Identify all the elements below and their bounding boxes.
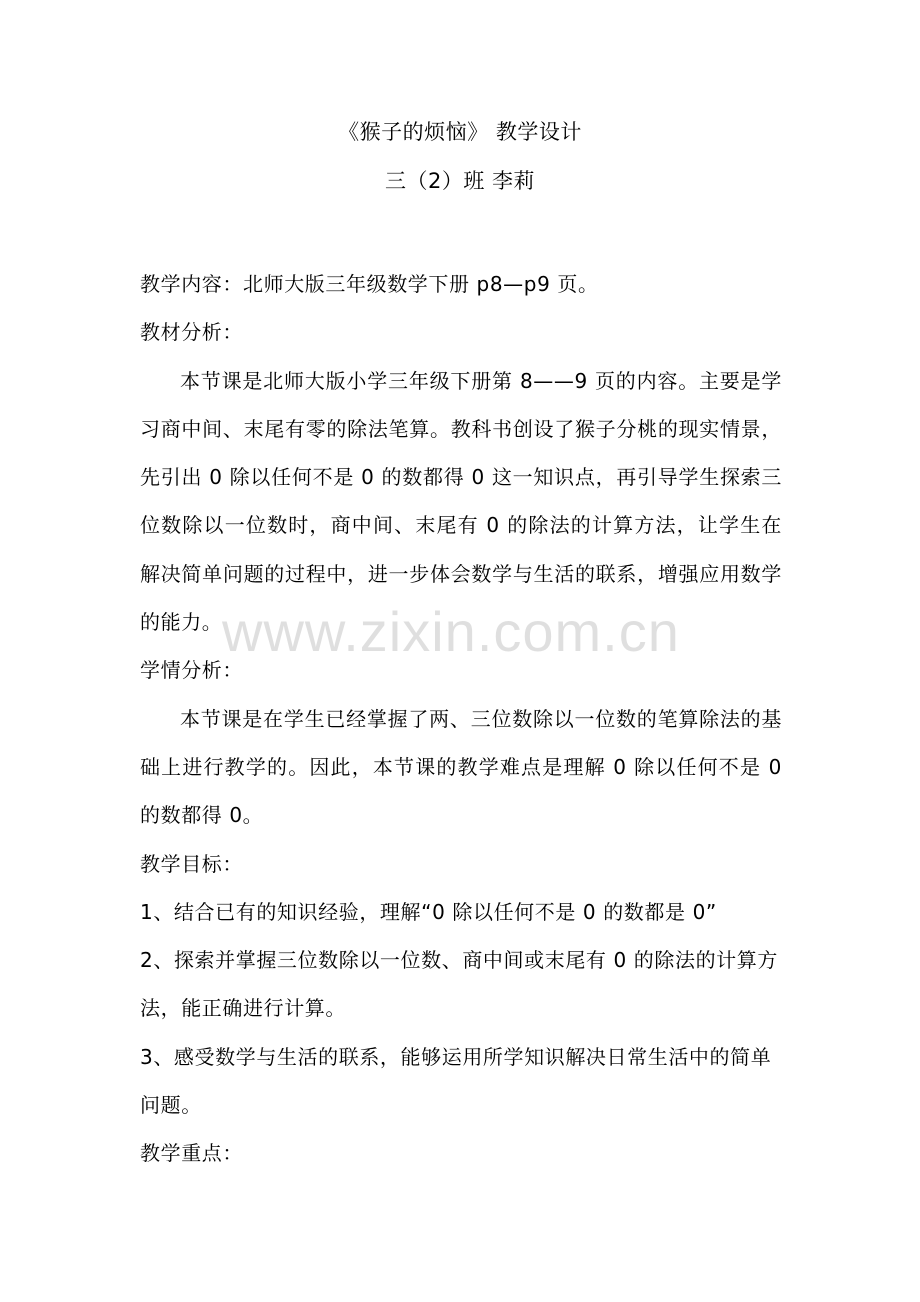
- key-points-heading: 教学重点：: [140, 1141, 243, 1166]
- teaching-goals-heading: 教学目标：: [140, 851, 243, 876]
- student-analysis-heading: 学情分析：: [140, 658, 243, 683]
- material-analysis-heading: 教材分析：: [140, 320, 243, 345]
- material-analysis-paragraph: 本节课是北师大版小学三年级下册第 8——9 页的内容。主要是学习商中间、末尾有零的除法笔算。教科书创设了猴子分桃的现实情景，先引出 0 除以任何不是 0 的数都得 0 这一知识点，再引导学生探索三位数除以一位数时，商中间、末尾有 0 的除法的计算方法，让学生在解决简单问题的过程中，进一步体会数学与生活的联系，增强应用数学的能力。: [140, 368, 782, 635]
- class-author-line: 三（2）班 李莉: [384, 169, 536, 193]
- teaching-goal-item: 1、结合已有的知识经验，理解“0 除以任何不是 0 的数都是 0”: [140, 899, 717, 924]
- teaching-content-line: 教学内容：北师大版三年级数学下册 p8—p9 页。: [140, 272, 599, 296]
- teaching-goal-item: 2、探索并掌握三位数除以一位数、商中间或末尾有 0 的除法的计算方法，能正确进行计算。: [140, 948, 778, 1021]
- watermark: www.zixin.com.cn: [222, 600, 680, 663]
- document-title: 《猴子的烦恼》 教学设计: [338, 120, 582, 144]
- document-body: [140, 260, 782, 1178]
- student-analysis-paragraph: 本节课是在学生已经掌握了两、三位数除以一位数的笔算除法的基础上进行教学的。因此，本节课的教学难点是理解 0 除以任何不是 0 的数都得 0。: [140, 706, 782, 828]
- teaching-goal-item: 3、感受数学与生活的联系，能够运用所学知识解决日常生活中的简单问题。: [140, 1044, 772, 1118]
